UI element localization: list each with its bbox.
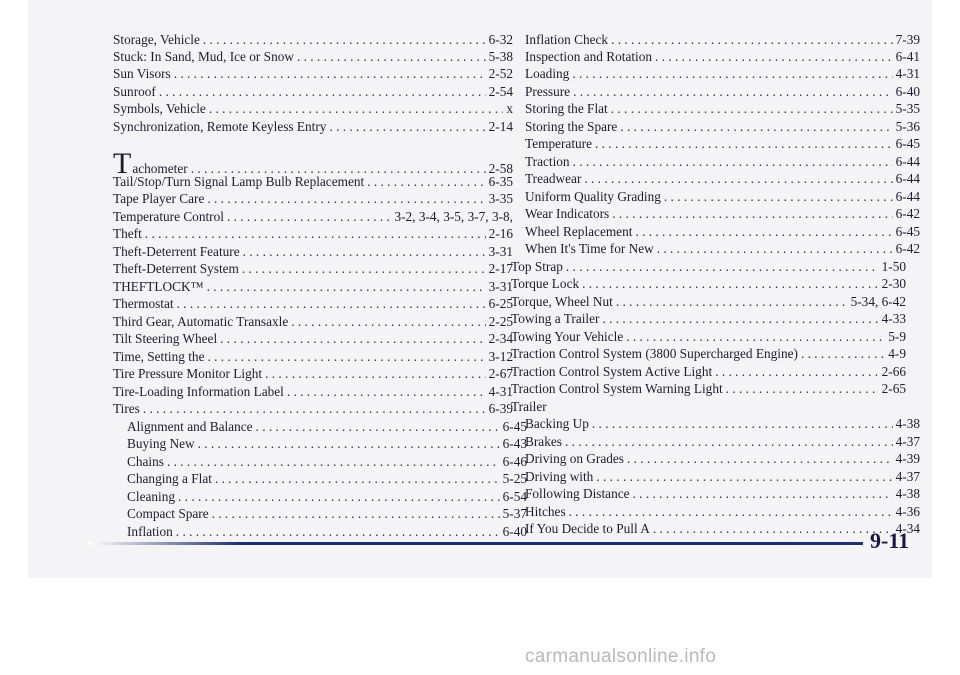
entry-label <box>525 32 608 48</box>
entry-label <box>525 189 661 205</box>
index-entry <box>511 346 906 362</box>
index-entry <box>113 279 513 295</box>
entry-label <box>525 101 608 117</box>
entry-label <box>511 364 712 380</box>
entry-label-text: Wear Indicators <box>525 206 610 221</box>
drop-cap-letter: T <box>113 147 132 180</box>
leader-dots <box>715 364 878 380</box>
entry-page-ref: 2-67 <box>488 366 513 381</box>
entry-page-ref: 2-52 <box>488 66 513 81</box>
leader-dots <box>198 436 500 452</box>
leader-dots <box>655 49 893 65</box>
leader-dots <box>176 524 500 540</box>
entry-label <box>525 241 654 257</box>
index-subentry <box>511 119 920 135</box>
index-entry <box>113 366 513 382</box>
index-subentry <box>511 504 920 520</box>
entry-page-ref: 6-40 <box>502 524 527 539</box>
index-subentry <box>511 32 920 48</box>
entry-label-text: If You Decide to Pull A <box>525 521 650 536</box>
index-entry <box>511 381 906 397</box>
index-subentry <box>511 84 920 100</box>
leader-dots <box>657 241 893 257</box>
entry-label <box>113 244 240 260</box>
entry-label-text: Backing Up <box>525 416 589 431</box>
entry-label-text: Hitches <box>525 504 566 519</box>
entry-page-ref: 6-40 <box>895 84 920 99</box>
entry-page-ref: 4-38 <box>895 486 920 501</box>
entry-label <box>525 206 609 222</box>
index-entry <box>113 244 513 260</box>
entry-label <box>113 384 284 400</box>
entry-page-ref: 6-46 <box>502 454 527 469</box>
leader-dots <box>145 226 486 242</box>
index-heading: Trailer <box>511 399 547 414</box>
leader-dots <box>664 189 893 205</box>
index-subentry <box>113 419 527 435</box>
entry-label <box>525 84 570 100</box>
leader-dots <box>174 66 486 82</box>
entry-page-ref: 1-50 <box>881 259 906 274</box>
entry-label <box>113 191 204 207</box>
entry-label <box>113 174 364 190</box>
entry-label-text: Stuck: In Sand, Mud, Ice or Snow <box>113 49 294 64</box>
index-subentry <box>511 434 920 450</box>
entry-page-ref: 3-35 <box>488 191 513 206</box>
entry-label <box>127 506 209 522</box>
entry-label-text: Top Strap <box>511 259 563 274</box>
leader-dots <box>726 381 879 397</box>
entry-label-text: Sunroof <box>113 84 156 99</box>
leader-dots <box>207 279 486 295</box>
entry-page-ref: 3-31 <box>488 244 513 259</box>
index-entry <box>113 174 513 190</box>
entry-label <box>511 381 723 397</box>
index-subentry <box>511 49 920 65</box>
leader-dots <box>159 84 486 100</box>
index-subentry <box>511 486 920 502</box>
entry-page-ref: 4-36 <box>895 504 920 519</box>
entry-page-ref: 5-36 <box>895 119 920 134</box>
leader-dots <box>582 276 879 292</box>
leader-dots <box>265 366 486 382</box>
entry-label-text: Following Distance <box>525 486 630 501</box>
index-entry <box>113 32 513 48</box>
leader-dots <box>616 294 848 310</box>
leader-dots <box>566 259 879 275</box>
index-subentry <box>511 189 920 205</box>
entry-label <box>113 314 288 330</box>
entry-label <box>113 84 156 100</box>
index-entry <box>113 261 513 277</box>
entry-page-ref: 6-42 <box>895 241 920 256</box>
entry-label <box>113 49 294 65</box>
index-entry <box>113 84 513 100</box>
entry-label <box>113 119 326 135</box>
leader-dots <box>620 119 892 135</box>
leader-dots <box>367 174 485 190</box>
entry-page-ref: 6-54 <box>502 489 527 504</box>
manual-page <box>28 0 932 578</box>
entry-label-text: Tape Player Care <box>113 191 205 206</box>
entry-label <box>525 521 650 537</box>
leader-dots <box>596 469 892 485</box>
index-entry <box>113 66 513 82</box>
entry-label <box>127 436 195 452</box>
leader-dots <box>584 171 892 187</box>
entry-label <box>113 331 217 347</box>
index-entry <box>511 276 906 292</box>
entry-label-text: Time, Setting the <box>113 349 205 364</box>
entry-label-text: Chains <box>127 454 164 469</box>
entry-label <box>511 294 613 310</box>
leader-dots <box>573 84 893 100</box>
entry-page-ref: 5-9 <box>888 329 906 344</box>
leader-dots <box>208 349 486 365</box>
watermark: carmanualsonline.info <box>525 646 717 667</box>
entry-label-text: Inflation Check <box>525 32 609 47</box>
entry-page-ref: 4-37 <box>895 434 920 449</box>
entry-label <box>525 119 617 135</box>
entry-label-text: Sun Visors <box>113 66 171 81</box>
entry-label-text: Driving on Grades <box>525 451 624 466</box>
entry-label-text: Theft-Deterrent System <box>113 261 239 276</box>
entry-label <box>511 276 579 292</box>
leader-dots <box>329 119 485 135</box>
leader-dots <box>627 451 893 467</box>
entry-page-ref: 2-58 <box>488 161 513 176</box>
leader-dots <box>212 506 500 522</box>
leader-dots <box>635 224 892 240</box>
entry-label <box>511 346 798 362</box>
index-entry <box>511 294 906 310</box>
entry-page-ref: 6-43 <box>502 436 527 451</box>
leader-dots <box>291 314 485 330</box>
entry-label <box>113 226 142 242</box>
entry-page-ref: 3-31 <box>488 279 513 294</box>
leader-dots <box>611 101 893 117</box>
leader-dots <box>215 471 500 487</box>
entry-label <box>511 329 623 345</box>
index-subentry <box>511 171 920 187</box>
index-subentry <box>113 506 527 522</box>
entry-page-ref: 2-66 <box>881 364 906 379</box>
index-entry <box>511 364 906 380</box>
leader-dots <box>256 419 500 435</box>
entry-label-text: Torque Lock <box>511 276 580 291</box>
index-entry <box>113 147 513 180</box>
entry-label-text: Brakes <box>525 434 562 449</box>
leader-dots <box>167 454 500 470</box>
index-subentry <box>511 451 920 467</box>
entry-page-ref: 4-37 <box>895 469 920 484</box>
index-subentry <box>511 416 920 432</box>
leader-dots <box>573 154 893 170</box>
entry-label-text: Tail/Stop/Turn Signal Lamp Bulb Replacement <box>113 174 365 189</box>
entry-label <box>113 209 224 225</box>
leader-dots <box>178 489 500 505</box>
entry-page-ref: 2-25 <box>488 314 513 329</box>
entry-page-ref: 2-17 <box>488 261 513 276</box>
entry-page-ref: 2-65 <box>881 381 906 396</box>
entry-page-ref: x <box>506 101 513 116</box>
leader-dots <box>177 296 486 312</box>
entry-label-text: Storing the Flat <box>525 101 608 116</box>
entry-label-text: Loading <box>525 66 570 81</box>
entry-label-text: Inflation <box>127 524 173 539</box>
entry-label-text: Traction <box>525 154 570 169</box>
entry-page-ref: 4-38 <box>895 416 920 431</box>
entry-label-text: Storing the Spare <box>525 119 618 134</box>
entry-label-text: Wheel Replacement <box>525 224 633 239</box>
entry-label-text: When It's Time for New <box>525 241 654 256</box>
entry-page-ref: 6-39 <box>488 401 513 416</box>
entry-label <box>525 224 632 240</box>
leader-dots <box>242 261 486 277</box>
leader-dots <box>209 101 504 117</box>
entry-label-text: Tire-Loading Information Label <box>113 384 284 399</box>
entry-label-text: Torque, Wheel Nut <box>511 294 613 309</box>
entry-label-text: achometer <box>132 161 188 176</box>
entry-label <box>127 471 212 487</box>
entry-label-text: Buying New <box>127 436 195 451</box>
entry-page-ref: 6-44 <box>895 171 920 186</box>
leader-dots <box>569 504 893 520</box>
entry-label-text: Cleaning <box>127 489 176 504</box>
index-entry <box>113 119 513 135</box>
entry-label-text: Storage, Vehicle <box>113 32 200 47</box>
index-entry <box>113 101 513 117</box>
leader-dots <box>227 209 392 225</box>
index-subentry <box>511 136 920 152</box>
leader-dots <box>801 346 885 362</box>
entry-page-ref: 7-39 <box>895 32 920 47</box>
entry-label <box>127 524 173 540</box>
entry-label-text: Uniform Quality Grading <box>525 189 661 204</box>
entry-label-text: Towing a Trailer <box>511 311 600 326</box>
entry-label <box>525 469 593 485</box>
entry-page-ref: 5-25 <box>502 471 527 486</box>
entry-label <box>525 434 562 450</box>
entry-page-ref: 6-45 <box>502 419 527 434</box>
entry-page-ref: 4-31 <box>895 66 920 81</box>
entry-label <box>525 486 630 502</box>
leader-dots <box>633 486 893 502</box>
entry-label <box>525 136 592 152</box>
entry-label <box>113 401 140 417</box>
entry-label <box>525 416 589 432</box>
index-subentry <box>113 471 527 487</box>
entry-label <box>525 154 570 170</box>
entry-page-ref: 4-31 <box>488 384 513 399</box>
entry-page-ref: 2-30 <box>881 276 906 291</box>
entry-label-text: Temperature Control <box>113 209 224 224</box>
footer-rule <box>88 542 863 545</box>
index-entry <box>113 296 513 312</box>
index-subentry <box>511 521 920 537</box>
index-subentry <box>113 454 527 470</box>
entry-page-ref: 5-38 <box>488 49 513 64</box>
entry-page-ref: 6-35 <box>488 174 513 189</box>
index-entry <box>511 311 906 327</box>
entry-label <box>113 261 239 277</box>
leader-dots <box>297 49 486 65</box>
entry-page-ref: 6-25 <box>488 296 513 311</box>
entry-page-ref: 2-16 <box>488 226 513 241</box>
entry-label-text: Theft-Deterrent Feature <box>113 244 240 259</box>
entry-label <box>127 489 175 505</box>
leader-dots <box>626 329 885 345</box>
entry-label-text: Pressure <box>525 84 571 99</box>
leader-dots <box>611 32 893 48</box>
entry-label <box>113 279 204 295</box>
entry-label <box>113 66 171 82</box>
entry-page-ref: 4-9 <box>888 346 906 361</box>
entry-label-text: Changing a Flat <box>127 471 212 486</box>
entry-label <box>127 454 164 470</box>
entry-label <box>525 451 624 467</box>
index-entry <box>511 329 906 345</box>
entry-page-ref: 5-35 <box>895 101 920 116</box>
leader-dots <box>207 191 485 207</box>
entry-label-text: Theft <box>113 226 142 241</box>
entry-page-ref: 2-14 <box>488 119 513 134</box>
index-subentry <box>511 101 920 117</box>
index-entry <box>113 209 513 225</box>
entry-page-ref: 3-12 <box>488 349 513 364</box>
index-entry <box>113 331 513 347</box>
index-entry <box>511 259 906 275</box>
entry-label <box>525 66 569 82</box>
entry-label-text: Treadwear <box>525 171 582 186</box>
entry-label-text: Alignment and Balance <box>127 419 253 434</box>
entry-label-text: Synchronization, Remote Keyless Entry <box>113 119 327 134</box>
entry-label-text: Driving with <box>525 469 594 484</box>
entry-label <box>113 296 174 312</box>
leader-dots <box>143 401 486 417</box>
entry-page-ref: 4-34 <box>895 521 920 536</box>
leader-dots <box>572 66 892 82</box>
entry-label <box>113 349 205 365</box>
entry-page-ref: 6-45 <box>895 224 920 239</box>
entry-label <box>511 259 563 275</box>
entry-label-text: Compact Spare <box>127 506 209 521</box>
entry-label-text: Tilt Steering Wheel <box>113 331 218 346</box>
entry-page-ref: 6-32 <box>488 32 513 47</box>
entry-label-text: Inspection and Rotation <box>525 49 653 64</box>
entry-page-ref: 6-41 <box>895 49 920 64</box>
index-entry <box>113 226 513 242</box>
leader-dots <box>565 434 893 450</box>
index-entry <box>113 401 513 417</box>
entry-page-ref: 5-37 <box>502 506 527 521</box>
index-subentry <box>113 436 527 452</box>
index-entry <box>113 384 513 400</box>
entry-page-ref: 3-2, 3-4, 3-5, 3-7, 3-8, <box>394 209 513 224</box>
index-subentry <box>511 66 920 82</box>
index-subentry <box>511 206 920 222</box>
leader-dots <box>612 206 892 222</box>
entry-label-text: Traction Control System (3800 Supercharged Engine) <box>511 346 798 361</box>
entry-page-ref: 2-54 <box>488 84 513 99</box>
entry-page-ref: 2-34 <box>488 331 513 346</box>
index-entry <box>113 49 513 65</box>
index-subentry <box>511 154 920 170</box>
entry-label-text: Traction Control System Active Light <box>511 364 713 379</box>
entry-label-text: Towing Your Vehicle <box>511 329 624 344</box>
entry-label <box>127 419 253 435</box>
index-subentry <box>113 524 527 540</box>
leader-dots <box>602 311 878 327</box>
leader-dots <box>653 521 893 537</box>
page-number: 9-11 <box>870 528 910 553</box>
entry-page-ref: 6-44 <box>895 154 920 169</box>
entry-label-text: Symbols, Vehicle <box>113 101 206 116</box>
entry-label-text: Tires <box>113 401 140 416</box>
entry-label-text: THEFTLOCK™ <box>113 279 204 294</box>
leader-dots <box>592 416 893 432</box>
entry-label-text: Traction Control System Warning Light <box>511 381 723 396</box>
entry-label-text: Tire Pressure Monitor Light <box>113 366 263 381</box>
entry-label <box>511 311 599 327</box>
entry-label <box>525 504 566 520</box>
index-subentry <box>511 469 920 485</box>
index-entry <box>113 349 513 365</box>
index-subentry <box>113 489 527 505</box>
leader-dots <box>220 331 485 347</box>
leader-dots <box>287 384 486 400</box>
index-entry <box>113 191 513 207</box>
entry-page-ref: 6-45 <box>895 136 920 151</box>
entry-page-ref: 5-34, 6-42 <box>850 294 906 309</box>
entry-page-ref: 4-39 <box>895 451 920 466</box>
entry-label <box>113 101 206 117</box>
leader-dots <box>203 32 486 48</box>
entry-page-ref: 4-33 <box>881 311 906 326</box>
index-subentry <box>511 224 920 240</box>
entry-label-text: Temperature <box>525 136 592 151</box>
leader-dots <box>595 136 893 152</box>
index-entry <box>113 314 513 330</box>
entry-label <box>525 171 581 187</box>
entry-label <box>113 366 262 382</box>
entry-label-text: Third Gear, Automatic Transaxle <box>113 314 289 329</box>
entry-page-ref: 6-44 <box>895 189 920 204</box>
index-subentry <box>511 241 920 257</box>
entry-label-text: Thermostat <box>113 296 174 311</box>
leader-dots <box>243 244 486 260</box>
entry-page-ref: 6-42 <box>895 206 920 221</box>
entry-label <box>113 32 200 48</box>
entry-label <box>525 49 652 65</box>
